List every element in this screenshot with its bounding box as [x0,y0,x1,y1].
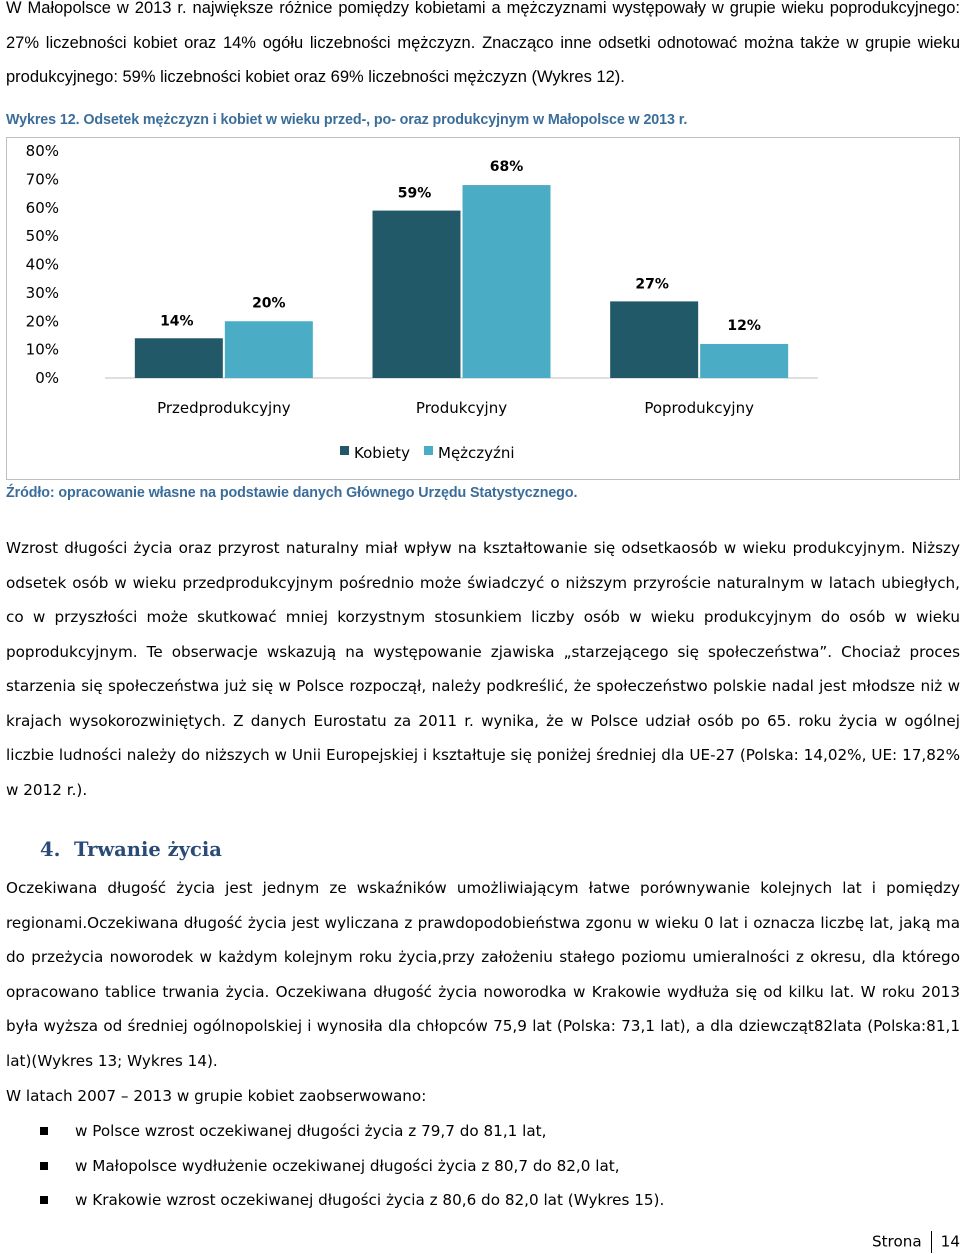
data-label: 14% [160,313,194,330]
data-label: 68% [489,159,524,176]
legend-label: Kobiety [354,444,410,462]
legend-swatch [424,446,433,455]
paragraph-ageing: Wzrost długości życia oraz przyrost naturalny miał wpływ na kształtowanie się odsetkaosób w wieku produkcyjnym. Niższy odsetek osób w wieku przedprodukcyjnym pośrednio może świadczyć o niższym przyroście naturalnym w latach ubiegłych, co w przyszłości może skutkować mniej korzystnym stosunkiem liczby osób w wieku produkcyjnym do osób w wieku poprodukcyjnym. Te obserwacje wskazują na występowanie zjawiska „starzejącego się społeczeństwa”. Chociaż proces starzenia się społeczeństwa już się w Polsce rozpoczął, należy podkreślić, że społeczeństwo polskie nadal jest młodsze niż w krajach wysokorozwiniętych. Z danych Eurostatu za 2011 r. wynika, że w Polsce udział osób po 65. roku życia w ogólnej liczbie ludności należy do niższych w Unii Europejskiej i kształtuje się poniżej średniej dla UE-27 (Polska: 14,02%, UE: 17,82% w 2012 r.). [6,539,960,799]
bar-women [610,301,698,378]
page-footer [872,1231,960,1253]
bullet-square-icon [40,1127,48,1135]
list-item-text: w Małopolsce wydłużenie oczekiwanej długości życia z 80,7 do 82,0 lat, [75,1156,620,1175]
bullet-square-icon [40,1196,48,1204]
y-tick-label: 20% [25,312,59,331]
bullet-list [0,1114,664,1218]
x-tick-label: Przedprodukcyjny [157,399,291,417]
list-item [0,1149,664,1184]
y-axis-ticks [26,142,59,387]
y-tick-label: 80% [25,142,59,160]
section-number: 4. [40,838,61,861]
data-label: 12% [727,317,761,334]
x-tick-label: Poprodukcyjny [644,399,754,417]
legend-swatch [340,446,349,455]
list-item [0,1183,664,1218]
figure-source: Źródło: opracowanie własne na podstawie danych Głównego Urzędu Statystycznego. [6,485,578,501]
paragraph-women-intro: W latach 2007 – 2013 w grupie kobiet zaobserwowano: [6,1087,427,1105]
paragraph-life-expectancy: Oczekiwana długość życia jest jednym ze wskaźników umożliwiającym łatwe porównywanie kolejnych lat i pomiędzy regionami.Oczekiwana długość życia jest wyliczana z prawdopodobieństwa zgonu w wieku 0 lat i oznacza liczbę lat, jaką ma do przeżycia noworodek w każdym kolejnym roku życia,przy założeniu stałego poziomu umieralności z okresu, dla którego opracowano tablice trwania życia. Oczekiwana długość życia noworodka w Krakowie wydłuża się od kilku lat. W roku 2013 była wyższa od średniej ogólnopolskiej i wynosiła dla chłopców 75,9 lat (Polska: 73,1 lat), a dla dziewcząt82lata (Polska:81,1 lat)(Wykres 13; Wykres 14). [6,879,960,1070]
y-tick-label: 30% [25,283,59,302]
bar-men [463,185,551,378]
data-label: 20% [252,295,286,312]
y-tick-label: 10% [25,340,59,359]
list-item [0,1114,664,1149]
bullet-square-icon [40,1162,48,1170]
footer-divider [931,1231,932,1253]
bar-women [135,338,223,378]
section-heading [40,838,222,861]
data-label: 27% [635,276,669,293]
category-labels [157,399,754,417]
bar-women [373,211,461,378]
bar-men [700,344,788,378]
y-tick-label: 0% [35,369,59,387]
bar-men [225,321,313,378]
figure-caption: Wykres 12. Odsetek mężczyzn i kobiet w wieku przed-, po- oraz produkcyjnym w Małopolsce w 2013 r. [6,112,688,128]
y-tick-label: 50% [25,227,59,246]
y-tick-label: 60% [25,198,59,217]
y-tick-label: 70% [25,170,59,189]
list-item-text: w Krakowie wzrost oczekiwanej długości życia z 80,6 do 82,0 lat (Wykres 15). [75,1191,665,1209]
y-tick-label: 40% [25,255,59,274]
intro-paragraph: W Małopolsce w 2013 r. największe różnice pomiędzy kobietami a mężczyznami występowały w grupie wieku poprodukcyjnego: 27% liczebności kobiet oraz 14% ogółu liczebności mężczyzn. Znacząco inne odsetki odnotować można także w grupie wieku produkcyjnego: 59% liczebności kobiet oraz 69% liczebności mężczyzn (Wykres 12). [6,0,960,86]
legend-label: Mężczyźni [438,444,515,462]
data-label: 59% [397,185,432,202]
bar-chart [6,137,960,482]
page-number: 14 [940,1232,960,1251]
footer-label: Strona [871,1232,922,1251]
list-item-text: w Polsce wzrost oczekiwanej długości życia z 79,7 do 81,1 lat, [75,1122,547,1140]
x-tick-label: Produkcyjny [415,399,508,417]
section-title: Trwanie życia [74,838,222,861]
